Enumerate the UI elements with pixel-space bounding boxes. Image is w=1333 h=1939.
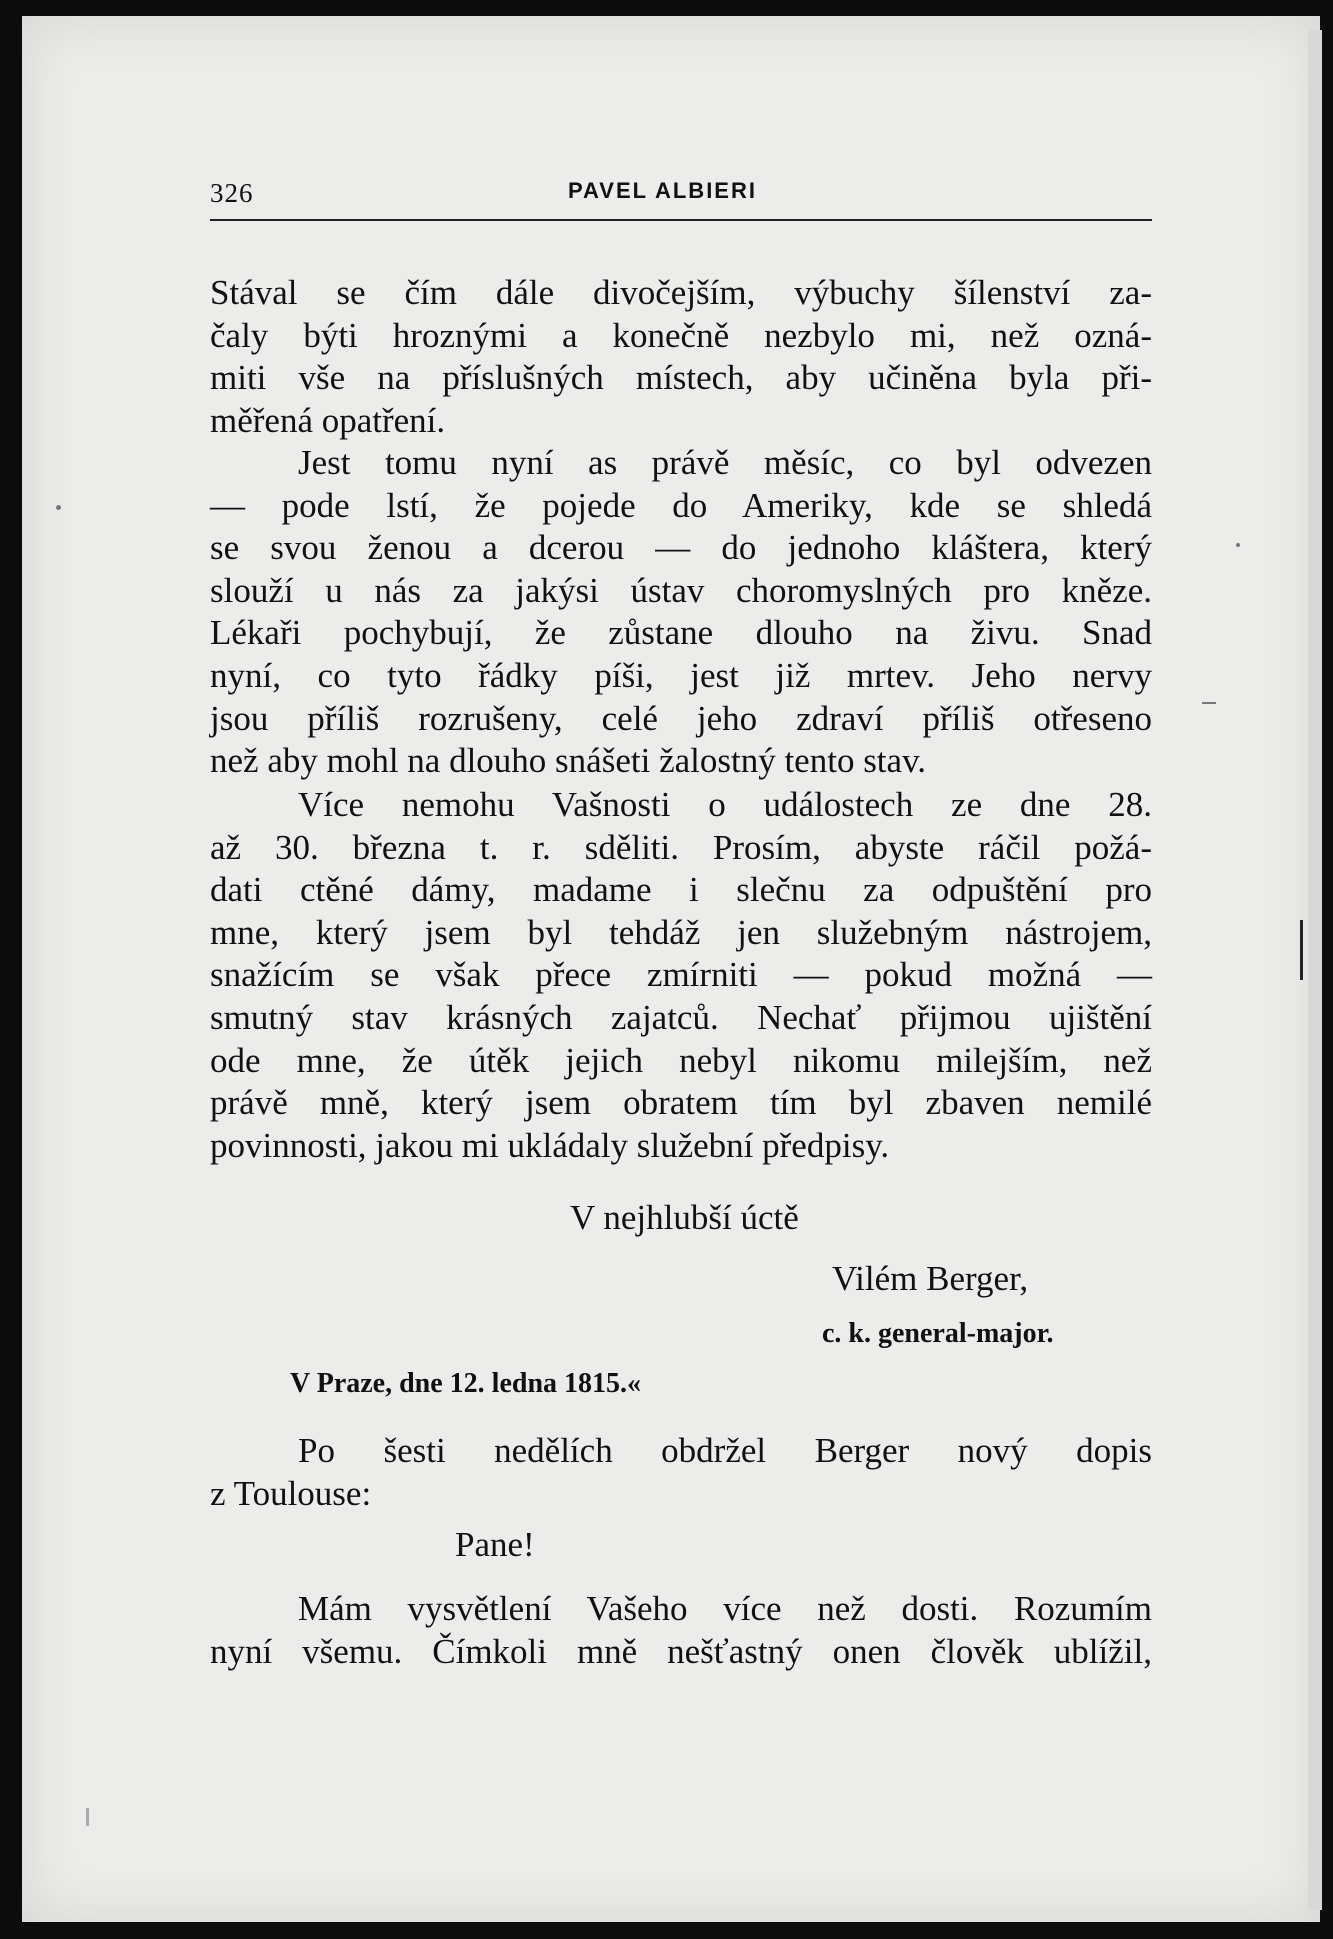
text-line: měřená opatření. [210, 400, 446, 440]
text-line: Stával se čím dále divočejším, výbuchy šílenství za- [210, 273, 1152, 312]
text-line: povinnosti, jakou mi ukládaly služební předpisy. [210, 1125, 890, 1165]
text-line: Více nemohu Vašnosti o událostech ze dne 28. [298, 785, 1152, 824]
text-line: až 30. března t. r. sděliti. Prosím, abyste ráčil požá- [210, 827, 1152, 867]
paragraph-3 [210, 784, 1152, 1167]
text-line: snažícím se však přece zmírniti — pokud možná — [210, 955, 1152, 995]
paragraph-1 [210, 272, 1152, 442]
salutation: Pane! [455, 1525, 535, 1564]
page-edge [1308, 30, 1322, 1910]
text-line: ode mne, že útěk jejich nebyl nikomu milejším, než [210, 1040, 1152, 1080]
text-line: právě mně, který jsem obratem tím byl zbaven nemilé [210, 1083, 1152, 1123]
paragraph-4 [210, 1430, 1152, 1515]
text-line: Mám vysvětlení Vašeho více než dosti. Rozumím [298, 1589, 1152, 1628]
paragraph-5 [210, 1588, 1152, 1673]
text-line: slouží u nás za jakýsi ústav choromyslných pro kněze. [210, 570, 1152, 610]
header-rule [210, 219, 1152, 221]
paragraph-2 [210, 442, 1152, 783]
text-line: čaly býti hroznými a konečně nezbylo mi, než ozná- [210, 315, 1152, 355]
signature-name: Vilém Berger, [832, 1259, 1029, 1298]
text-line: mne, který jsem byl tehdáž jen služebným nástrojem, [210, 912, 1152, 952]
paper-speck [1300, 920, 1303, 980]
closing-line: V nejhlubší úctě [570, 1198, 799, 1237]
text-line: dati ctěné dámy, madame i slečnu za odpuštění pro [210, 870, 1152, 910]
text-line: Po šesti nedělích obdržel Berger nový dopis [298, 1431, 1152, 1470]
signature-title: c. k. general-major. [822, 1318, 1054, 1349]
paper-speck [1236, 543, 1240, 547]
paper-speck [1202, 702, 1216, 704]
text-line: smutný stav krásných zajatců. Nechať přijmou ujištění [210, 997, 1152, 1037]
paper-speck [86, 1808, 89, 1826]
page-number: 326 [210, 178, 254, 208]
page-header [210, 178, 1152, 218]
text-line: Jest tomu nyní as právě měsíc, co byl odvezen [298, 443, 1152, 482]
text-line: nyní všemu. Čímkoli mně nešťastný onen člověk ublížil, [210, 1631, 1152, 1671]
date-line: V Praze, dne 12. ledna 1815.« [290, 1368, 642, 1399]
text-line: nyní, co tyto řádky píši, jest již mrtev. Jeho nervy [210, 655, 1152, 695]
text-line: miti vše na příslušných místech, aby učiněna byla při- [210, 358, 1152, 398]
text-line: jsou příliš rozrušeny, celé jeho zdraví příliš otřeseno [210, 698, 1152, 738]
running-title: PAVEL ALBIERI [568, 178, 757, 203]
text-line: — pode lstí, že pojede do Ameriky, kde se shledá [210, 485, 1152, 525]
text-line: se svou ženou a dcerou — do jednoho kláštera, který [210, 528, 1152, 568]
text-line: Lékaři pochybují, že zůstane dlouho na živu. Snad [210, 613, 1152, 653]
text-line: z Toulouse: [210, 1473, 372, 1513]
text-line: než aby mohl na dlouho snášeti žalostný tento stav. [210, 741, 927, 781]
paper-speck [56, 505, 61, 510]
